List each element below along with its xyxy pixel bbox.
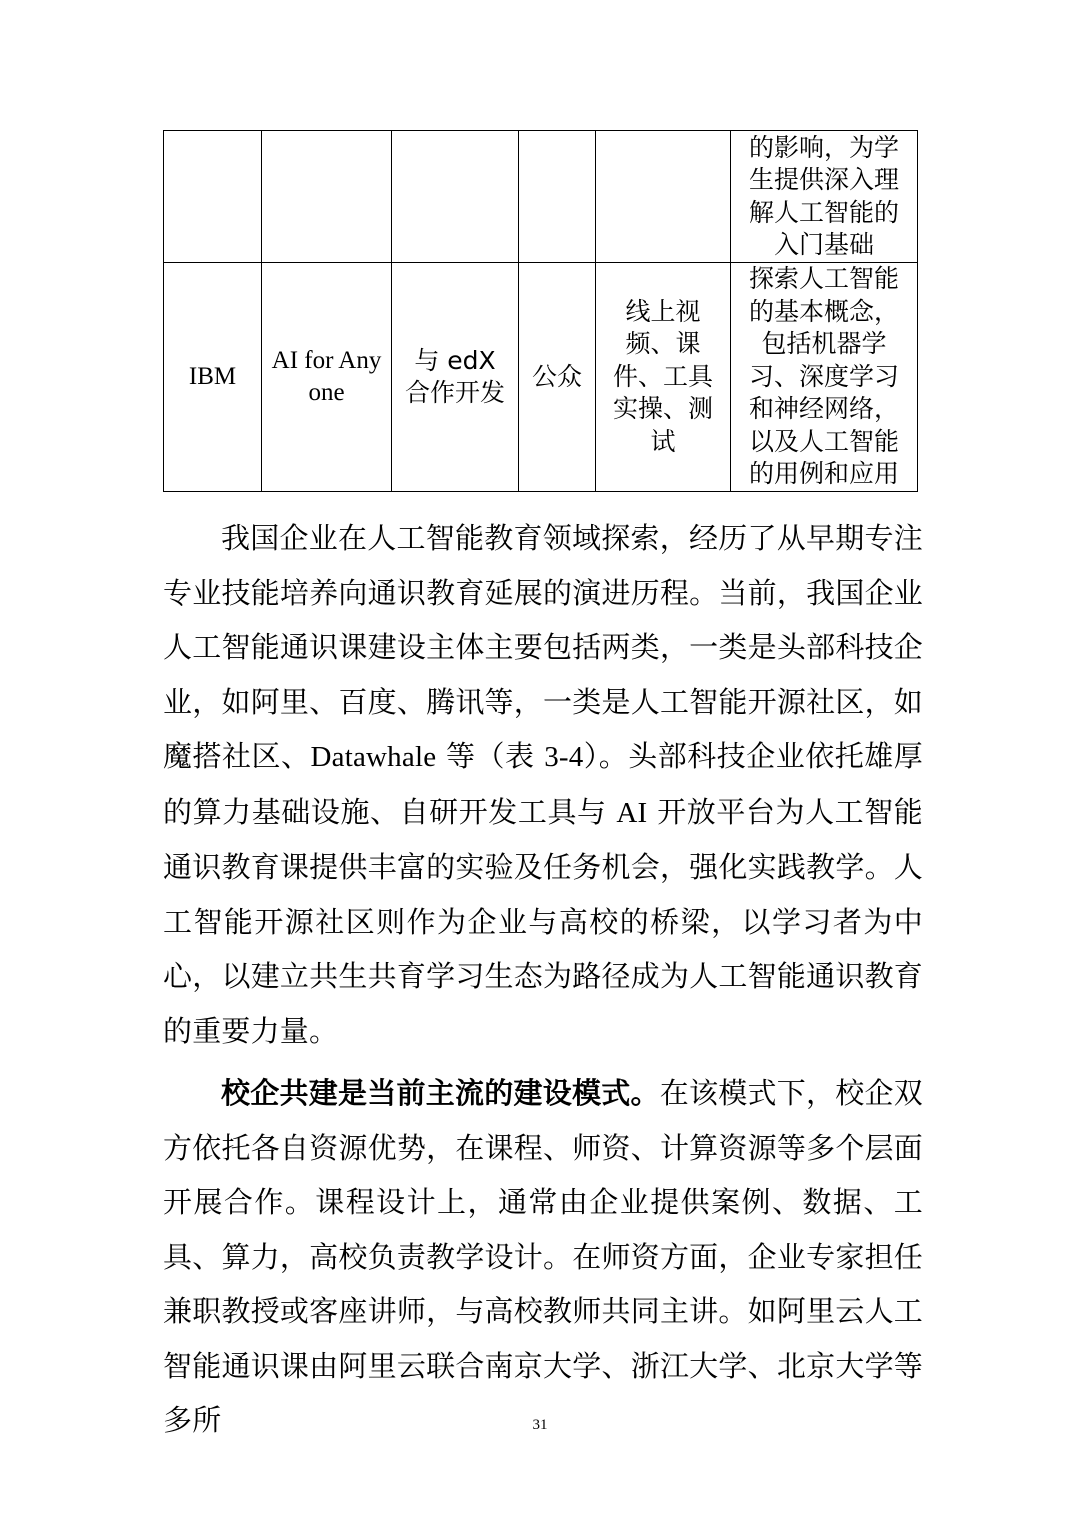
table-cell-description <box>731 131 918 263</box>
paragraph-2-text: 在该模式下，校企双方依托各自资源优势，在课程、师资、计算资源等多个层面开展合作。课程设计上，通常由企业提供案例、数据、工具、算力，高校负责教学设计。在师资方面，企业专家担任兼职教授或客座讲师，与高校教师共同主讲。如阿里云人工智能通识课由阿里云联合南京大学、浙江大学、北京大学等多所 <box>163 1076 923 1437</box>
paragraph-1-latin-c: AI <box>616 796 648 829</box>
course-name-text: AI for Anyone <box>271 346 382 406</box>
description-text: 的影响，为学生提供深入理解人工智能的入门基础 <box>748 132 899 259</box>
paragraph-1-text-b: 等（表 <box>436 739 545 773</box>
description-text: 探索人工智能的基本概念，包括机器学习、深度学习和神经网络，以及人工智能的用例和应用 <box>748 264 899 489</box>
partner-text: 与 edX 合作开发 <box>404 345 505 407</box>
paragraph-1-latin-a: Datawhale <box>310 741 437 773</box>
audience-text: 公众 <box>531 361 582 391</box>
paragraph-1-latin-b: 3-4 <box>544 741 584 773</box>
table-cell-audience <box>519 263 596 492</box>
table-cell-empty <box>392 131 519 263</box>
paragraph-1-text-d: 开放平台为人工智能通识教育课提供丰富的实验及任务机会，强化实践教学。人工智能开源社区则作为企业与高校的桥梁，以学习者为中心，以建立共生共育学习生态为路径成为人工智能通识教育的重要力量。 <box>163 794 924 1048</box>
paragraph-1-text-c: ）。头部科技企业依托雄厚的算力基础设施、自研开发工具与 <box>163 739 923 829</box>
company-text: IBM <box>188 362 237 390</box>
paragraph-1 <box>163 511 923 1058</box>
table-cell-empty <box>519 131 596 263</box>
table-cell-empty <box>262 131 392 263</box>
table-cell-empty <box>596 131 731 263</box>
course-table <box>163 130 918 492</box>
table-cell-partner <box>392 263 519 492</box>
paragraph-1-text-a: 我国企业在人工智能教育领域探索，经历了从早期专注专业技能培养向通识教育延展的演进历程。当前，我国企业人工智能通识课建设主体主要包括两类，一类是头部科技企业，如阿里、百度、腾讯等，一类是人工智能开源社区，如魔搭社区、 <box>163 521 923 773</box>
table-row-continued <box>164 131 918 263</box>
body-paragraph-school-enterprise <box>163 1066 923 1448</box>
table-cell-format <box>596 263 731 492</box>
table-cell-description <box>731 263 918 492</box>
paragraph-2 <box>163 1066 923 1448</box>
table-cell-course-name <box>262 263 392 492</box>
body-paragraph-enterprise-exploration <box>163 511 923 1058</box>
page-number: 31 <box>532 1417 548 1433</box>
paragraph-2-bold-lead: 校企共建是当前主流的建设模式。 <box>221 1076 660 1110</box>
format-text: 线上视频、课件、工具实操、测试 <box>612 296 713 456</box>
table-cell-empty <box>164 131 262 263</box>
table-cell-company <box>164 263 262 492</box>
table-row-ibm <box>164 263 918 492</box>
